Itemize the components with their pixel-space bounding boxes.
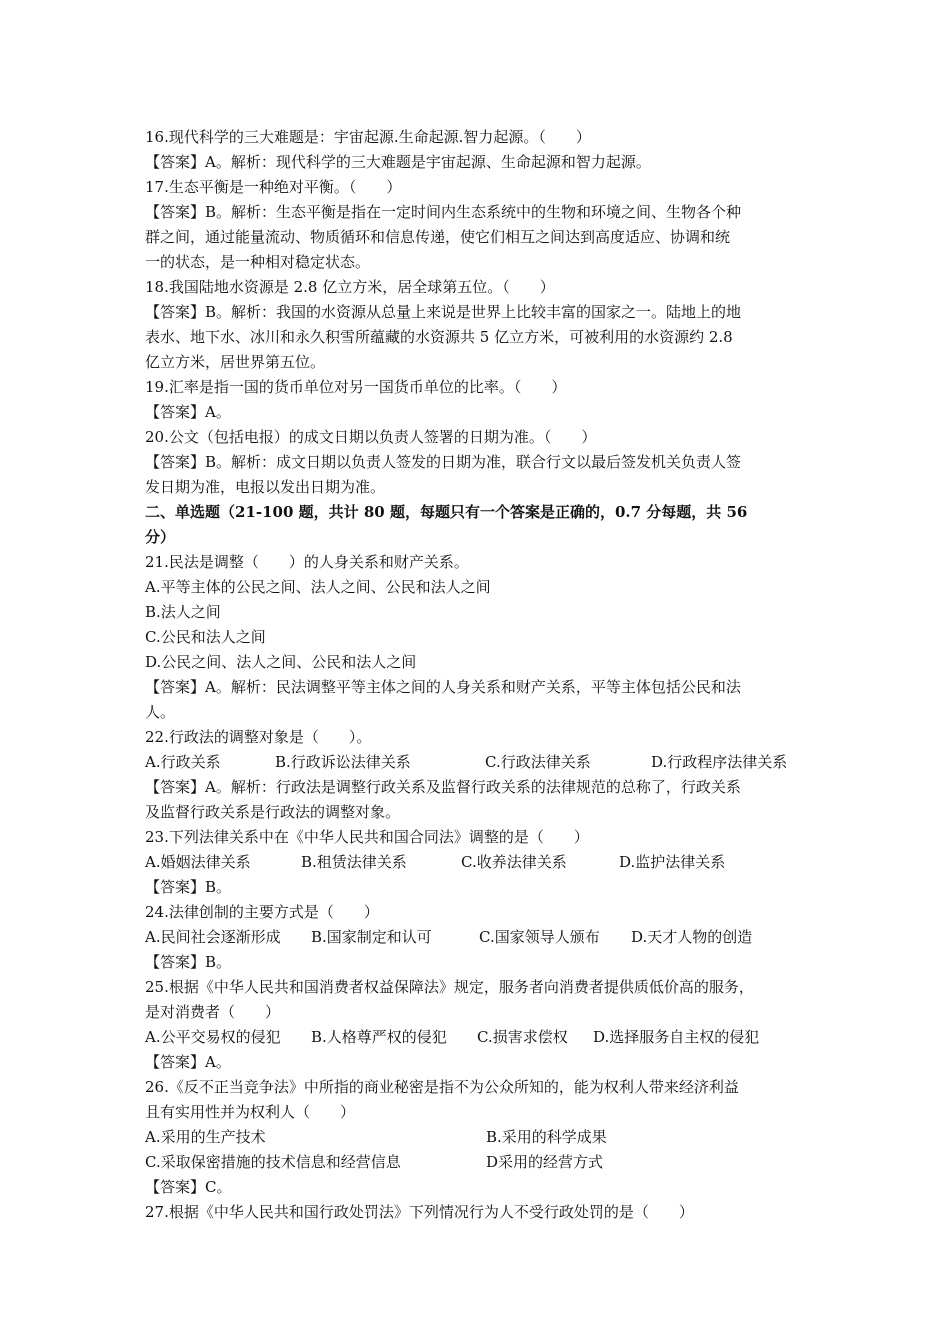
answer-16: 【答案】A。解析：现代科学的三大难题是宇宙起源、生命起源和智力起源。 — [145, 153, 651, 171]
option-21-c: C.公民和法人之间 — [145, 628, 266, 646]
option-24-a: A.民间社会逐渐形成 — [145, 928, 281, 946]
question-24: 24.法律创制的主要方式是（ ） — [145, 903, 379, 921]
option-25-c: C.损害求偿权 — [477, 1028, 568, 1046]
option-22-c: C.行政法律关系 — [485, 753, 591, 771]
question-27: 27.根据《中华人民共和国行政处罚法》下列情况行为人不受行政处罚的是（ ） — [145, 1203, 694, 1221]
option-21-d: D.公民之间、法人之间、公民和法人之间 — [145, 653, 417, 671]
option-26-d: D采用的经营方式 — [486, 1153, 604, 1171]
answer-20-line-2: 发日期为准，电报以发出日期为准。 — [145, 478, 386, 496]
question-25-line-2: 是对消费者（ ） — [145, 1003, 281, 1021]
option-26-b: B.采用的科学成果 — [486, 1128, 607, 1146]
question-17: 17.生态平衡是一种绝对平衡。（ ） — [145, 178, 402, 196]
options-23 — [145, 850, 825, 875]
question-20: 20.公文（包括电报）的成文日期以负责人签署的日期为准。（ ） — [145, 428, 597, 446]
answer-26: 【答案】C。 — [145, 1178, 232, 1196]
answer-20-line-1: 【答案】B。解析：成文日期以负责人签发的日期为准，联合行文以最后签发机关负责人签 — [145, 453, 742, 471]
option-26-c: C.采取保密措施的技术信息和经营信息 — [145, 1153, 401, 1171]
answer-21-line-2: 人。 — [145, 703, 176, 721]
question-25-line-1: 25.根据《中华人民共和国消费者权益保障法》规定，服务者向消费者提供质低价高的服务， — [145, 978, 754, 996]
question-18: 18.我国陆地水资源是 2.8 亿立方米，居全球第五位。（ ） — [145, 278, 555, 296]
answer-19: 【答案】A。 — [145, 403, 231, 421]
option-25-b: B.人格尊严权的侵犯 — [311, 1028, 447, 1046]
option-24-d: D.天才人物的创造 — [631, 928, 753, 946]
answer-25: 【答案】A。 — [145, 1053, 231, 1071]
question-26-line-2: 且有实用性并为权利人（ ） — [145, 1103, 356, 1121]
option-25-d: D.选择服务自主权的侵犯 — [593, 1028, 760, 1046]
question-22: 22.行政法的调整对象是（ ）。 — [145, 728, 372, 746]
answer-18-line-2: 表水、地下水、冰川和永久积雪所蕴藏的水资源共 5 亿立方米，可被利用的水资源约 2.8 — [145, 328, 733, 346]
options-25 — [145, 1025, 825, 1050]
option-25-a: A.公平交易权的侵犯 — [145, 1028, 281, 1046]
option-23-d: D.监护法律关系 — [619, 853, 726, 871]
section-heading-line-1: 二、单选题（21-100 题，共计 80 题，每题只有一个答案是正确的，0.7 分每题，共 56 — [145, 503, 748, 521]
answer-17-line-2: 群之间，通过能量流动、物质循环和信息传递，使它们相互之间达到高度适应、协调和统 — [145, 228, 731, 246]
option-22-a: A.行政关系 — [145, 753, 221, 771]
option-26-a: A.采用的生产技术 — [145, 1128, 266, 1146]
answer-18-line-1: 【答案】B。解析：我国的水资源从总量上来说是世界上比较丰富的国家之一。陆地上的地 — [145, 303, 742, 321]
question-26-line-1: 26.《反不正当竞争法》中所指的商业秘密是指不为公众所知的，能为权利人带来经济利益 — [145, 1078, 739, 1096]
question-21: 21.民法是调整（ ）的人身关系和财产关系。 — [145, 553, 469, 571]
option-22-d: D.行政程序法律关系 — [651, 753, 788, 771]
option-21-b: B.法人之间 — [145, 603, 221, 621]
option-23-c: C.收养法律关系 — [461, 853, 567, 871]
option-24-b: B.国家制定和认可 — [311, 928, 432, 946]
answer-22-line-1: 【答案】A。解析：行政法是调整行政关系及监督行政关系的法律规范的总称了，行政关系 — [145, 778, 741, 796]
answer-24: 【答案】B。 — [145, 953, 232, 971]
options-24 — [145, 925, 825, 950]
answer-18-line-3: 亿立方米，居世界第五位。 — [145, 353, 326, 371]
question-19: 19.汇率是指一国的货币单位对另一国货币单位的比率。（ ） — [145, 378, 567, 396]
options-22 — [145, 750, 825, 775]
answer-22-line-2: 及监督行政关系是行政法的调整对象。 — [145, 803, 401, 821]
option-22-b: B.行政诉讼法律关系 — [275, 753, 411, 771]
question-16: 16.现代科学的三大难题是：宇宙起源.生命起源.智力起源。（ ） — [145, 128, 591, 146]
section-heading-line-2: 分） — [145, 528, 176, 546]
option-24-c: C.国家领导人颁布 — [479, 928, 600, 946]
document-page — [145, 125, 825, 1225]
options-26-row-1 — [145, 1125, 825, 1150]
options-26-row-2 — [145, 1150, 825, 1175]
answer-21-line-1: 【答案】A。解析：民法调整平等主体之间的人身关系和财产关系，平等主体包括公民和法 — [145, 678, 741, 696]
answer-17-line-1: 【答案】B。解析：生态平衡是指在一定时间内生态系统中的生物和环境之间、生物各个种 — [145, 203, 742, 221]
option-23-b: B.租赁法律关系 — [301, 853, 407, 871]
option-23-a: A.婚姻法律关系 — [145, 853, 251, 871]
answer-17-line-3: 一的状态，是一种相对稳定状态。 — [145, 253, 371, 271]
option-21-a: A.平等主体的公民之间、法人之间、公民和法人之间 — [145, 578, 491, 596]
question-23: 23.下列法律关系中在《中华人民共和国合同法》调整的是（ ） — [145, 828, 589, 846]
answer-23: 【答案】B。 — [145, 878, 232, 896]
